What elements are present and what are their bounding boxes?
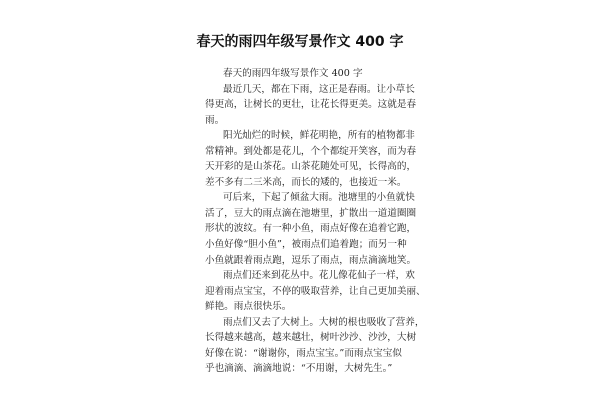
text-line: 雨点们又去了大树上。大树的根也吸收了营养， — [223, 316, 425, 328]
text-line: 阳光灿烂的时候，鲜花明艳，所有的植物都非 — [223, 130, 415, 142]
text-line: 雨点们还来到花丛中。花儿像花仙子一样，欢 — [223, 270, 415, 282]
text-line: 鲜艳。雨点很快乐。 — [205, 301, 292, 313]
text-line: 差不多有二三米高，而长的矮的，也接近一米。 — [205, 176, 407, 188]
text-line: 活了，豆大的雨点滴在池塘里，扩散出一道道圈圈 — [205, 207, 417, 219]
text-line: 可后来，下起了倾盆大雨。池塘里的小鱼就快 — [223, 192, 415, 204]
text-line: 春天的雨四年级写景作文 400 字 — [223, 68, 363, 79]
text-line: 小鱼好像“胆小鱼”，被雨点们追着跑；而另一种 — [205, 239, 407, 251]
text-line: 乎也滴滴、滴滴地说：“不用谢，大树先生。” — [205, 363, 393, 375]
text-line: 最近几天，都在下雨，这正是春雨。让小草长 — [223, 83, 415, 95]
text-line: 常精神。到处都是花儿，个个都绽开笑容，而为春 — [205, 145, 417, 157]
text-line: 小鱼就跟着雨点跑，逗乐了雨点，雨点滴滴地笑。 — [205, 254, 417, 266]
text-line: 好像在说：“谢谢你，雨点宝宝。”而雨点宝宝似 — [205, 347, 402, 359]
text-line: 得更高，让树长的更壮，让花长得更美。这就是春 — [205, 99, 417, 111]
text-line: 天开彩的是山茶花。山茶花随处可见，长得高的， — [205, 161, 417, 173]
text-line: 长得越来越高，越来越壮，树叶沙沙、沙沙，大树 — [205, 332, 417, 344]
document-body — [205, 66, 426, 377]
text-line: 迎着雨点宝宝，不停的吸取营养，让自己更加美丽、 — [205, 285, 426, 297]
text-line: 雨。 — [205, 114, 225, 126]
document-title: 春天的雨四年级写景作文 400 字 — [196, 34, 404, 50]
text-line: 形状的波纹。有一种小鱼，雨点好像在追着它跑， — [205, 223, 417, 235]
